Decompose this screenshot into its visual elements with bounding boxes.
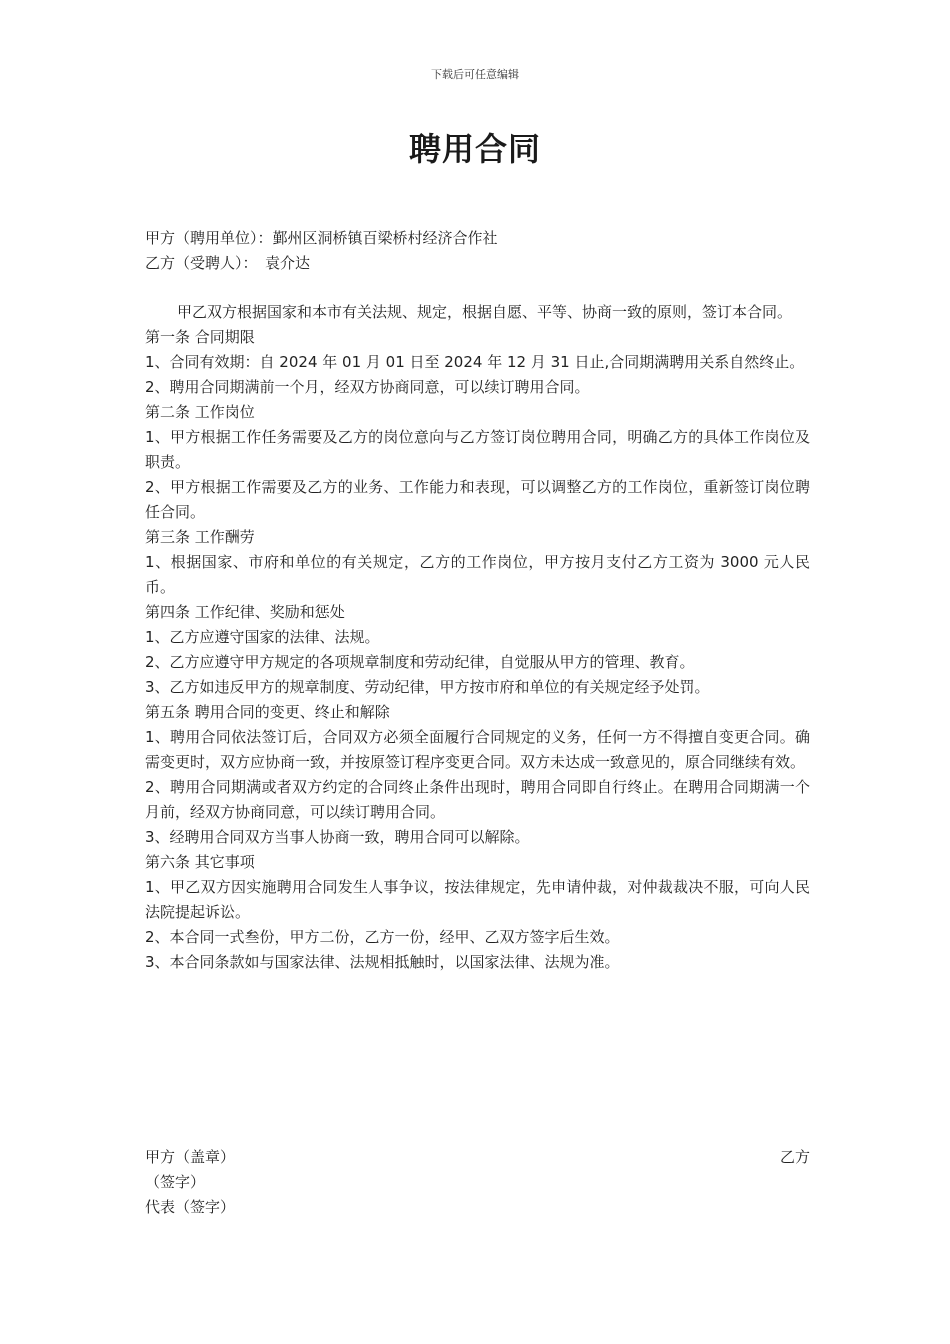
document-title: 聘用合同 (408, 130, 541, 168)
clause: 2、甲方根据工作需要及乙方的业务、工作能力和表现，可以调整乙方的工作岗位，重新签订岗位聘任合同。 (145, 478, 810, 521)
section-2 (145, 400, 810, 525)
sign-note: （签字） (145, 1173, 206, 1191)
signature-row (145, 1145, 810, 1170)
clause: 2、本合同一式叁份，甲方二份，乙方一份，经甲、乙双方签字后生效。 (145, 928, 620, 946)
section-heading: 第二条 工作岗位 (145, 403, 255, 421)
clause: 3、经聘用合同双方当事人协商一致，聘用合同可以解除。 (145, 828, 530, 846)
contract-body (145, 226, 810, 975)
clause: 1、甲乙双方因实施聘用合同发生人事争议，按法律规定，先申请仲裁，对仲裁裁决不服，可向人民法院提起诉讼。 (145, 878, 810, 921)
clause: 1、聘用合同依法签订后，合同双方必须全面履行合同规定的义务，任何一方不得擅自变更合同。确需变更时，双方应协商一致，并按原签订程序变更合同。双方未达成一致意见的，原合同继续有效。 (145, 728, 810, 771)
section-4 (145, 600, 810, 700)
representative-sign-label: 代表（签字） (145, 1198, 236, 1216)
section-heading: 第五条 聘用合同的变更、终止和解除 (145, 703, 390, 721)
clause: 1、根据国家、市府和单位的有关规定，乙方的工作岗位，甲方按月支付乙方工资为 3000 元人民币。 (145, 553, 810, 596)
section-heading: 第一条 合同期限 (145, 328, 255, 346)
section-3 (145, 525, 810, 600)
party-a-seal-label: 甲方（盖章） (145, 1148, 236, 1166)
clause: 2、聘用合同期满或者双方约定的合同终止条件出现时，聘用合同即自行终止。在聘用合同期满一个月前，经双方协商同意，可以续订聘用合同。 (145, 778, 810, 821)
clause: 1、乙方应遵守国家的法律、法规。 (145, 628, 380, 646)
signature-block (145, 1145, 810, 1220)
section-5 (145, 700, 810, 850)
clause: 2、聘用合同期满前一个月，经双方协商同意，可以续订聘用合同。 (145, 378, 590, 396)
header-note: 下载后可任意编辑 (431, 68, 519, 81)
clause: 3、乙方如违反甲方的规章制度、劳动纪律，甲方按市府和单位的有关规定经予处罚。 (145, 678, 710, 696)
clause: 2、乙方应遵守甲方规定的各项规章制度和劳动纪律，自觉服从甲方的管理、教育。 (145, 653, 695, 671)
intro-paragraph: 甲乙双方根据国家和本市有关法规、规定，根据自愿、平等、协商一致的原则，签订本合同。 (177, 303, 793, 321)
clause: 3、本合同条款如与国家法律、法规相抵触时，以国家法律、法规为准。 (145, 953, 620, 971)
spacer (145, 276, 810, 300)
party-b-sign-label: 乙方 (779, 1148, 810, 1166)
section-heading: 第三条 工作酬劳 (145, 528, 255, 546)
clause: 1、合同有效期：自 2024 年 01 月 01 日至 2024 年 12 月 31 日止,合同期满聘用关系自然终止。 (145, 353, 805, 371)
section-heading: 第四条 工作纪律、奖励和惩处 (145, 603, 345, 621)
party-b-line: 乙方（受聘人）： 袁介达 (145, 254, 311, 272)
section-1 (145, 325, 810, 400)
party-a-line: 甲方（聘用单位）：鄞州区洞桥镇百梁桥村经济合作社 (145, 229, 498, 247)
section-heading: 第六条 其它事项 (145, 853, 255, 871)
section-6 (145, 850, 810, 975)
clause: 1、甲方根据工作任务需要及乙方的岗位意向与乙方签订岗位聘用合同，明确乙方的具体工作岗位及职责。 (145, 428, 810, 471)
